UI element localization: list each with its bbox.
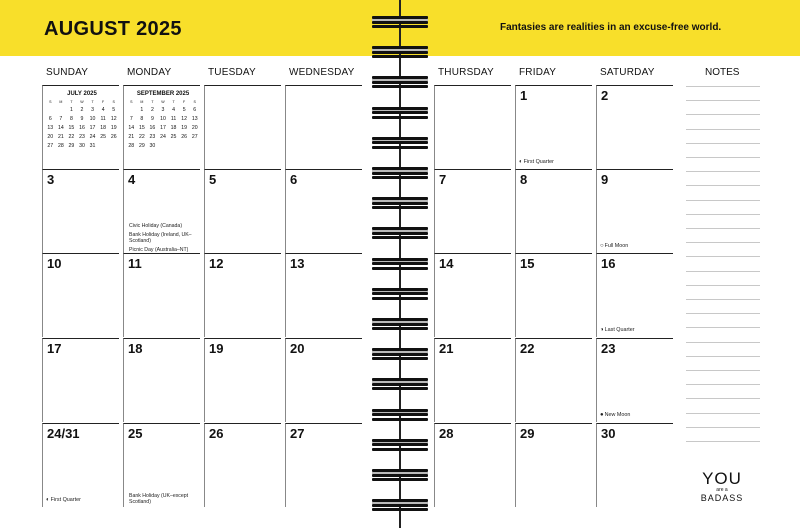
day-number: 4 bbox=[128, 172, 136, 187]
day-number: 6 bbox=[290, 172, 298, 187]
mini-date: 5 bbox=[182, 107, 186, 113]
moon-phase bbox=[600, 243, 628, 249]
mini-weekday: M bbox=[140, 100, 144, 104]
mini-date: 27 bbox=[47, 143, 54, 149]
mini-date bbox=[45, 106, 56, 115]
moon-icon: ◐ bbox=[46, 497, 50, 503]
notes-heading: NOTES bbox=[705, 67, 740, 78]
moon-phase bbox=[46, 497, 81, 503]
day-cell[interactable] bbox=[285, 85, 362, 169]
day-number: 26 bbox=[209, 426, 224, 441]
mini-calendar-row bbox=[45, 106, 119, 115]
notes-line bbox=[686, 327, 760, 328]
day-cell[interactable] bbox=[515, 423, 592, 507]
mini-date: 28 bbox=[128, 143, 135, 149]
mini-calendar-weekdays bbox=[45, 97, 119, 106]
mini-date: 4 bbox=[172, 107, 175, 113]
notes-line bbox=[686, 285, 760, 286]
mini-date: 2 bbox=[150, 107, 154, 113]
mini-calendar-row bbox=[126, 115, 200, 124]
spiral-ring bbox=[372, 408, 428, 422]
mini-date: 4 bbox=[101, 107, 105, 113]
day-number: 23 bbox=[601, 341, 616, 356]
mini-calendar-row bbox=[45, 124, 119, 133]
mini-calendar-title: JULY 2025 bbox=[67, 91, 97, 97]
mini-date: 8 bbox=[140, 116, 144, 122]
notes-line bbox=[686, 356, 760, 357]
mini-date: 23 bbox=[79, 134, 85, 140]
day-number: 19 bbox=[209, 341, 224, 356]
day-cell[interactable] bbox=[515, 253, 592, 337]
mini-date: 18 bbox=[170, 125, 177, 131]
mini-date: 2 bbox=[80, 107, 84, 113]
mini-calendar bbox=[45, 86, 119, 151]
moon-label: New Moon bbox=[604, 412, 631, 418]
event-note: Picnic Day (Australia–NT) bbox=[129, 247, 189, 253]
moon-label: Last Quarter bbox=[604, 327, 635, 333]
day-number: 17 bbox=[47, 341, 62, 356]
day-cell[interactable] bbox=[285, 253, 362, 337]
moon-label: First Quarter bbox=[50, 497, 81, 503]
day-number: 2 bbox=[601, 88, 609, 103]
spiral-ring bbox=[372, 438, 428, 452]
mini-weekday: F bbox=[183, 100, 186, 104]
day-number: 1 bbox=[520, 88, 528, 103]
mini-weekday: M bbox=[59, 100, 63, 104]
notes-line bbox=[686, 256, 760, 257]
event-note: Bank Holiday (UK–except Scotland) bbox=[129, 493, 189, 505]
day-cell[interactable] bbox=[596, 253, 673, 337]
moon-icon: ◐ bbox=[519, 159, 523, 165]
day-number: 29 bbox=[520, 426, 535, 441]
mini-date: 16 bbox=[149, 125, 156, 131]
day-cell[interactable] bbox=[42, 423, 119, 507]
day-number: 12 bbox=[209, 256, 224, 271]
mini-date: 11 bbox=[100, 116, 106, 122]
day-cell[interactable] bbox=[515, 85, 592, 169]
mini-calendar-title: SEPTEMBER 2025 bbox=[136, 91, 190, 97]
mini-date: 28 bbox=[57, 143, 64, 149]
mini-date: 20 bbox=[191, 125, 198, 131]
day-number: 3 bbox=[47, 172, 55, 187]
spiral-ring bbox=[372, 226, 428, 240]
month-title: AUGUST 2025 bbox=[44, 18, 182, 40]
left-banner bbox=[0, 0, 400, 56]
mini-date: 9 bbox=[80, 116, 84, 122]
mini-weekday: F bbox=[102, 100, 105, 104]
notes-line bbox=[686, 129, 760, 130]
notes-line bbox=[686, 441, 760, 442]
logo-line-3: BADASS bbox=[700, 493, 744, 503]
notes-line bbox=[686, 171, 760, 172]
day-number: 15 bbox=[520, 256, 535, 271]
mini-date: 7 bbox=[129, 116, 133, 122]
mini-date: 17 bbox=[160, 125, 166, 131]
mini-date: 23 bbox=[149, 134, 156, 140]
spiral-ring bbox=[372, 136, 428, 150]
day-cell[interactable] bbox=[596, 338, 673, 422]
spiral-ring bbox=[372, 166, 428, 180]
day-cell[interactable] bbox=[123, 338, 200, 422]
day-header-thursday: THURSDAY bbox=[438, 67, 494, 78]
notes-line bbox=[686, 398, 760, 399]
notes-line bbox=[686, 214, 760, 215]
mini-date: 24 bbox=[160, 134, 166, 140]
mini-date: 15 bbox=[68, 125, 75, 131]
mini-weekday: T bbox=[151, 100, 154, 104]
logo-line-2: are a bbox=[716, 487, 728, 493]
mini-calendar-row bbox=[45, 115, 119, 124]
mini-weekday: W bbox=[161, 100, 165, 104]
mini-date: 25 bbox=[100, 134, 107, 140]
mini-date: 14 bbox=[128, 125, 135, 131]
mini-date bbox=[98, 142, 109, 151]
notes-line bbox=[686, 200, 760, 201]
notes-line bbox=[686, 413, 760, 414]
mini-date bbox=[189, 142, 200, 151]
day-number: 25 bbox=[128, 426, 143, 441]
notes-line bbox=[686, 299, 760, 300]
mini-date: 8 bbox=[69, 116, 73, 122]
mini-date: 12 bbox=[110, 116, 117, 122]
mini-date: 3 bbox=[91, 107, 94, 113]
mini-date: 6 bbox=[48, 116, 52, 122]
day-number: 9 bbox=[601, 172, 609, 187]
mini-date: 21 bbox=[128, 134, 135, 140]
notes-line bbox=[686, 370, 760, 371]
notes-line bbox=[686, 384, 760, 385]
day-cell[interactable] bbox=[515, 169, 592, 253]
mini-date: 10 bbox=[89, 116, 96, 122]
day-header-tuesday: TUESDAY bbox=[208, 67, 256, 78]
mini-date: 29 bbox=[68, 143, 75, 149]
mini-calendar bbox=[126, 86, 200, 151]
moon-icon: ● bbox=[600, 412, 604, 418]
quote-text: Fantasies are realities in an excuse-free world. bbox=[500, 22, 722, 33]
spiral-ring bbox=[372, 196, 428, 210]
day-number: 14 bbox=[439, 256, 454, 271]
mini-date: 10 bbox=[160, 116, 166, 122]
day-header-saturday: SATURDAY bbox=[600, 67, 655, 78]
mini-weekday: S bbox=[112, 100, 115, 104]
event-note: Bank Holiday (Ireland, UK–Scotland) bbox=[129, 232, 192, 244]
day-number: 5 bbox=[209, 172, 217, 187]
day-number: 8 bbox=[520, 172, 528, 187]
mini-weekday: T bbox=[70, 100, 73, 104]
notes-line bbox=[686, 100, 760, 101]
mini-date: 18 bbox=[100, 125, 107, 131]
spiral-ring bbox=[372, 106, 428, 120]
notes-line bbox=[686, 228, 760, 229]
mini-date: 16 bbox=[79, 125, 85, 131]
mini-date bbox=[168, 142, 179, 151]
mini-date: 15 bbox=[138, 125, 145, 131]
day-cell[interactable] bbox=[42, 253, 119, 337]
mini-date: 6 bbox=[193, 107, 197, 113]
day-header-wednesday: WEDNESDAY bbox=[289, 67, 355, 78]
day-header-friday: FRIDAY bbox=[519, 67, 557, 78]
mini-calendar-row bbox=[126, 124, 200, 133]
notes-line bbox=[686, 313, 760, 314]
mini-date: 20 bbox=[47, 134, 54, 140]
mini-calendar-row bbox=[126, 142, 200, 151]
day-cell[interactable] bbox=[596, 85, 673, 169]
mini-date bbox=[179, 142, 190, 151]
day-number: 10 bbox=[47, 256, 62, 271]
day-number: 18 bbox=[128, 341, 143, 356]
moon-icon: ○ bbox=[600, 243, 604, 249]
mini-date: 31 bbox=[89, 143, 96, 149]
notes-line bbox=[686, 342, 760, 343]
day-number: 22 bbox=[520, 341, 535, 356]
brand-logo bbox=[694, 470, 750, 503]
moon-phase bbox=[519, 159, 554, 165]
mini-date: 30 bbox=[79, 143, 85, 149]
notes-line bbox=[686, 86, 760, 87]
spiral-ring bbox=[372, 317, 428, 331]
moon-phase bbox=[600, 327, 635, 333]
notes-line bbox=[686, 185, 760, 186]
mini-date bbox=[158, 142, 169, 151]
day-cell[interactable] bbox=[285, 338, 362, 422]
notes-line bbox=[686, 157, 760, 158]
moon-label: First Quarter bbox=[523, 159, 554, 165]
mini-date: 12 bbox=[181, 116, 188, 122]
day-number: 16 bbox=[601, 256, 616, 271]
day-cell[interactable] bbox=[434, 253, 511, 337]
day-cell[interactable] bbox=[434, 169, 511, 253]
day-cell[interactable] bbox=[42, 85, 119, 169]
spiral-ring bbox=[372, 498, 428, 512]
mini-date: 19 bbox=[110, 125, 117, 131]
mini-date: 22 bbox=[138, 134, 145, 140]
mini-date: 26 bbox=[181, 134, 188, 140]
mini-date: 27 bbox=[191, 134, 198, 140]
right-banner bbox=[400, 0, 800, 56]
day-cell[interactable] bbox=[204, 253, 281, 337]
mini-date: 24 bbox=[89, 134, 96, 140]
mini-weekday: S bbox=[130, 100, 133, 104]
day-cell[interactable] bbox=[204, 423, 281, 507]
moon-label: Full Moon bbox=[604, 243, 629, 249]
mini-date: 5 bbox=[112, 107, 116, 113]
day-cell[interactable] bbox=[123, 169, 200, 253]
day-number: 11 bbox=[128, 256, 142, 271]
day-cell[interactable] bbox=[596, 169, 673, 253]
spiral-ring bbox=[372, 257, 428, 271]
notes-line bbox=[686, 271, 760, 272]
mini-date: 17 bbox=[89, 125, 96, 131]
logo-line-1: YOU bbox=[702, 469, 742, 488]
mini-date: 1 bbox=[140, 107, 144, 113]
mini-date: 11 bbox=[170, 116, 177, 122]
day-number: 21 bbox=[439, 341, 454, 356]
day-header-monday: MONDAY bbox=[127, 67, 172, 78]
notes-line bbox=[686, 143, 760, 144]
day-number: 13 bbox=[290, 256, 305, 271]
mini-date: 9 bbox=[150, 116, 154, 122]
day-cell[interactable] bbox=[123, 253, 200, 337]
mini-weekday: S bbox=[193, 100, 196, 104]
moon-phase bbox=[600, 412, 630, 418]
mini-weekday: T bbox=[172, 100, 175, 104]
day-cell[interactable] bbox=[434, 423, 511, 507]
notes-line bbox=[686, 114, 760, 115]
mini-date: 26 bbox=[110, 134, 117, 140]
mini-date: 29 bbox=[138, 143, 145, 149]
day-cell[interactable] bbox=[515, 338, 592, 422]
day-cell[interactable] bbox=[434, 85, 511, 169]
day-cell[interactable] bbox=[204, 338, 281, 422]
day-header-sunday: SUNDAY bbox=[46, 67, 89, 78]
mini-date bbox=[108, 142, 119, 151]
day-cell[interactable] bbox=[204, 169, 281, 253]
spiral-ring bbox=[372, 468, 428, 482]
mini-calendar-row bbox=[45, 133, 119, 142]
spiral-ring bbox=[372, 45, 428, 59]
day-cell[interactable] bbox=[42, 338, 119, 422]
mini-weekday: S bbox=[49, 100, 52, 104]
day-cell[interactable] bbox=[123, 423, 200, 507]
mini-date: 14 bbox=[57, 125, 64, 131]
spiral-ring bbox=[372, 377, 428, 391]
mini-calendar-row bbox=[45, 142, 119, 151]
mini-date: 13 bbox=[47, 125, 54, 131]
spiral-ring bbox=[372, 287, 428, 301]
spiral-ring bbox=[372, 15, 428, 29]
mini-weekday: T bbox=[91, 100, 94, 104]
day-cell[interactable] bbox=[285, 423, 362, 507]
day-number: 30 bbox=[601, 426, 616, 441]
day-number: 27 bbox=[290, 426, 305, 441]
mini-weekday: W bbox=[80, 100, 84, 104]
event-note: Civic Holiday (Canada) bbox=[129, 223, 183, 229]
day-number: 7 bbox=[439, 172, 447, 187]
day-cell[interactable] bbox=[596, 423, 673, 507]
mini-date: 22 bbox=[68, 134, 75, 140]
moon-icon: ◑ bbox=[600, 327, 604, 333]
mini-date: 30 bbox=[149, 143, 156, 149]
mini-calendar-weekdays bbox=[126, 97, 200, 106]
day-cell[interactable] bbox=[123, 85, 200, 169]
day-number: 28 bbox=[439, 426, 454, 441]
mini-date: 25 bbox=[170, 134, 177, 140]
mini-calendar-row bbox=[126, 133, 200, 142]
spiral-ring bbox=[372, 347, 428, 361]
spiral-ring bbox=[372, 75, 428, 89]
mini-date: 19 bbox=[181, 125, 188, 131]
day-number: 24/31 bbox=[47, 426, 80, 441]
mini-date: 13 bbox=[191, 116, 198, 122]
mini-date: 1 bbox=[69, 107, 73, 113]
notes-line bbox=[686, 427, 760, 428]
mini-date: 21 bbox=[57, 134, 64, 140]
day-number: 20 bbox=[290, 341, 305, 356]
mini-date: 3 bbox=[161, 107, 165, 113]
day-cell[interactable] bbox=[204, 85, 281, 169]
mini-date bbox=[56, 106, 67, 115]
notes-line bbox=[686, 242, 760, 243]
day-cell[interactable] bbox=[434, 338, 511, 422]
mini-calendar-row bbox=[126, 106, 200, 115]
mini-date bbox=[126, 106, 137, 115]
day-cell[interactable] bbox=[42, 169, 119, 253]
day-cell[interactable] bbox=[285, 169, 362, 253]
mini-date: 7 bbox=[59, 116, 63, 122]
